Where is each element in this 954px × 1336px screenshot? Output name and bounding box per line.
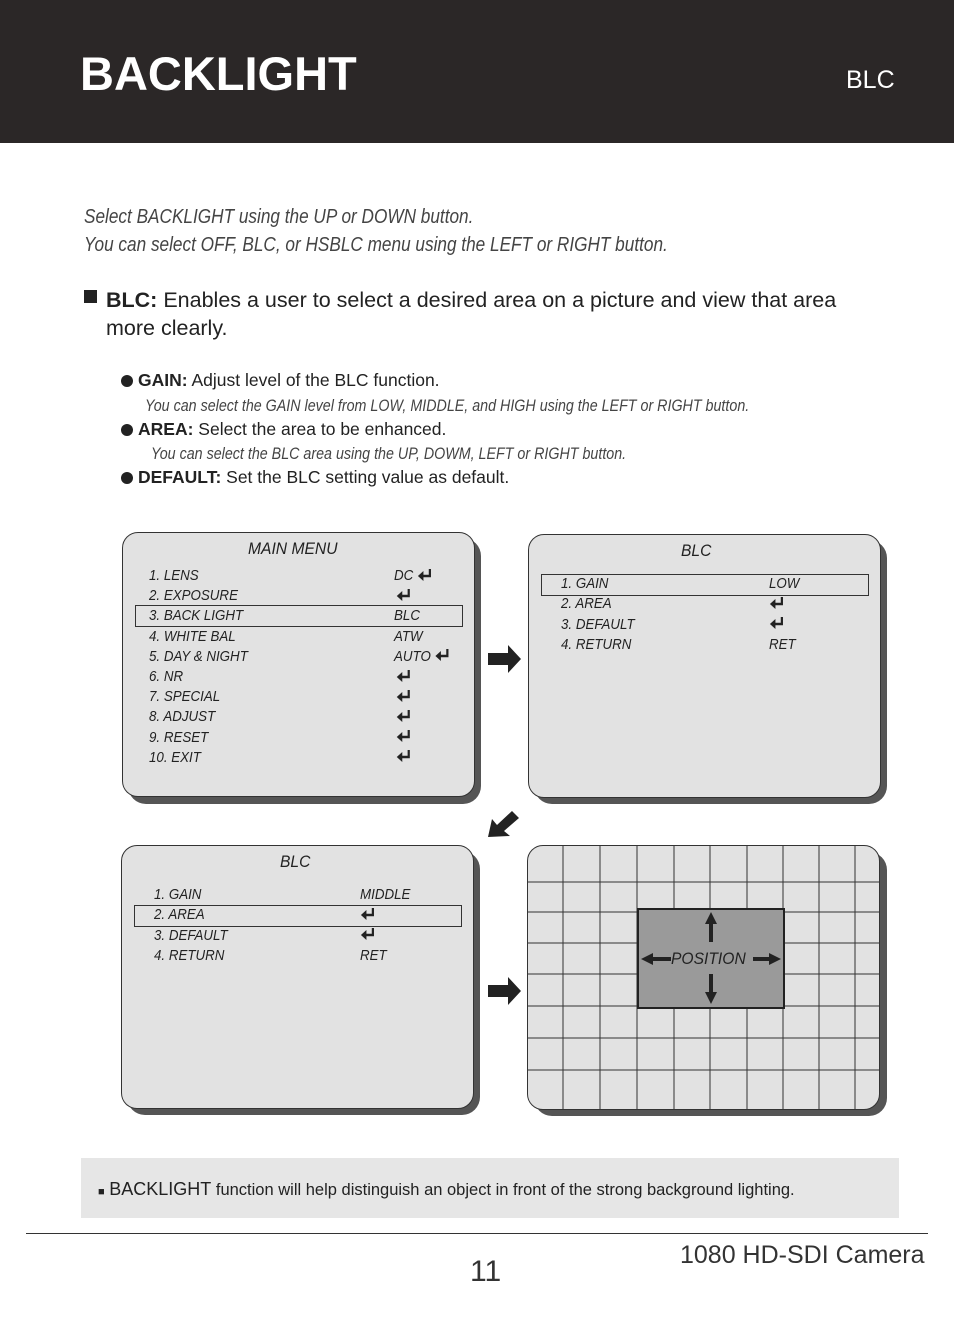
main-menu-panel — [122, 532, 475, 797]
enter-icon — [396, 749, 412, 762]
menu-item-value — [394, 689, 411, 705]
blc-label: BLC: — [106, 288, 158, 312]
menu-item-label[interactable]: 10. EXIT — [149, 749, 201, 766]
menu-item-label[interactable]: 5. DAY & NIGHT — [149, 648, 248, 665]
menu-item-label[interactable]: 3. BACK LIGHT — [149, 608, 244, 625]
menu-item-label[interactable]: 1. GAIN — [561, 576, 609, 592]
area-bullet — [121, 419, 446, 440]
menu-item-label[interactable]: 6. NR — [149, 669, 184, 685]
page-header — [0, 0, 954, 143]
menu-item-label[interactable]: 1. LENS — [149, 568, 199, 584]
menu-item-value — [360, 928, 376, 944]
enter-icon — [396, 689, 412, 702]
gain-label: GAIN: — [138, 370, 188, 390]
bullet-dot-icon — [121, 375, 133, 387]
menu-item-label[interactable]: 2. AREA — [561, 596, 612, 613]
menu-item-label[interactable]: 3. DEFAULT — [561, 616, 635, 633]
menu-item-value — [394, 629, 423, 645]
note-text: function will help distinguish an object in front of the strong background lighting. — [211, 1181, 795, 1199]
blc-menu-panel-1 — [528, 534, 881, 798]
menu-item-value — [769, 596, 785, 612]
enter-icon — [360, 927, 376, 940]
menu-item-label[interactable]: 7. SPECIAL — [149, 689, 221, 706]
menu-item-label[interactable]: 9. RESET — [149, 729, 209, 746]
menu-item-value-text: RET — [769, 636, 796, 653]
arrow-right-icon — [488, 645, 522, 673]
main-menu-title: MAIN MENU — [248, 539, 338, 558]
menu-item-label[interactable]: 3. DEFAULT — [154, 927, 228, 944]
menu-item-value — [769, 637, 796, 653]
menu-item-value — [394, 669, 411, 685]
menu-item-label[interactable]: 4. RETURN — [154, 947, 225, 964]
menu-item-value — [769, 617, 785, 633]
area-label: AREA: — [138, 419, 194, 439]
product-name: 1080 HD-SDI Camera — [680, 1241, 925, 1269]
default-label: DEFAULT: — [138, 467, 222, 487]
area-text: Select the area to be enhanced. — [193, 419, 447, 439]
position-label: POSITION — [671, 949, 746, 968]
blc-menu-title: BLC — [681, 541, 712, 560]
enter-icon — [435, 648, 451, 661]
gain-bullet — [121, 370, 440, 391]
footer-divider — [26, 1233, 928, 1234]
menu-item-label[interactable]: 8. ADJUST — [149, 709, 216, 726]
menu-item-value — [394, 649, 450, 665]
menu-item-value — [769, 576, 799, 592]
menu-item-label[interactable]: 1. GAIN — [154, 887, 202, 903]
blc-description: Enables a user to select a desired area on a picture and view that area more clearly. — [106, 288, 837, 340]
gain-note: You can select the GAIN level from LOW, MIDDLE, and HIGH using the LEFT or RIGHT button. — [145, 396, 750, 415]
menu-item-value — [394, 730, 411, 746]
footer-note — [81, 1158, 899, 1218]
menu-item-label[interactable]: 4. WHITE BAL — [149, 628, 236, 645]
arrow-down-left-icon — [488, 809, 522, 841]
menu-item-value-text: AUTO — [394, 648, 431, 665]
position-area-box[interactable] — [637, 908, 785, 1009]
blc-menu-title: BLC — [280, 852, 311, 871]
menu-item-value-text: MIDDLE — [360, 887, 411, 903]
menu-item-value — [394, 709, 411, 725]
enter-icon — [396, 729, 412, 742]
enter-icon — [396, 709, 412, 722]
default-bullet — [121, 467, 509, 488]
menu-item-value — [394, 568, 433, 584]
menu-item-value-text: DC — [394, 568, 414, 584]
intro-text — [84, 203, 668, 259]
note-keyword: BACKLIGHT — [109, 1179, 212, 1199]
enter-icon — [417, 568, 433, 581]
page-number: 11 — [470, 1255, 502, 1288]
arrow-right-icon — [488, 977, 522, 1005]
enter-icon — [769, 596, 785, 609]
menu-item-value-text: ATW — [394, 628, 423, 645]
menu-item-label[interactable]: 2. EXPOSURE — [149, 588, 238, 605]
intro-line-1: Select BACKLIGHT using the UP or DOWN button. — [84, 206, 474, 228]
area-note: You can select the BLC area using the UP, DOWM, LEFT or RIGHT button. — [151, 444, 627, 463]
menu-item-label[interactable]: 2. AREA — [154, 907, 205, 924]
enter-icon — [360, 907, 376, 920]
menu-item-value — [360, 948, 387, 964]
gain-text: Adjust level of the BLC function. — [187, 370, 440, 390]
bullet-dot-icon — [121, 424, 133, 436]
square-bullet-icon — [84, 290, 97, 303]
menu-item-value-text: BLC — [394, 608, 420, 625]
enter-icon — [396, 588, 412, 601]
page-subtitle: BLC — [846, 66, 895, 94]
menu-item-value-text: RET — [360, 947, 387, 964]
blc-section — [84, 286, 874, 342]
small-square-icon: ■ — [98, 1186, 105, 1198]
position-grid-panel — [527, 845, 880, 1110]
enter-icon — [769, 616, 785, 629]
enter-icon — [396, 669, 412, 682]
bullet-dot-icon — [121, 472, 133, 484]
intro-line-2: You can select OFF, BLC, or HSBLC menu using the LEFT or RIGHT button. — [84, 234, 668, 256]
menu-item-value — [360, 907, 376, 923]
menu-item-label[interactable]: 4. RETURN — [561, 636, 632, 653]
menu-item-value — [394, 750, 411, 766]
menu-item-value — [394, 588, 411, 604]
menu-item-value — [360, 887, 410, 903]
default-text: Set the BLC setting value as default. — [221, 467, 510, 487]
page-title: BACKLIGHT — [80, 47, 357, 100]
menu-item-value-text: LOW — [769, 576, 800, 592]
menu-item-value — [394, 608, 420, 624]
blc-menu-panel-2 — [121, 845, 474, 1109]
